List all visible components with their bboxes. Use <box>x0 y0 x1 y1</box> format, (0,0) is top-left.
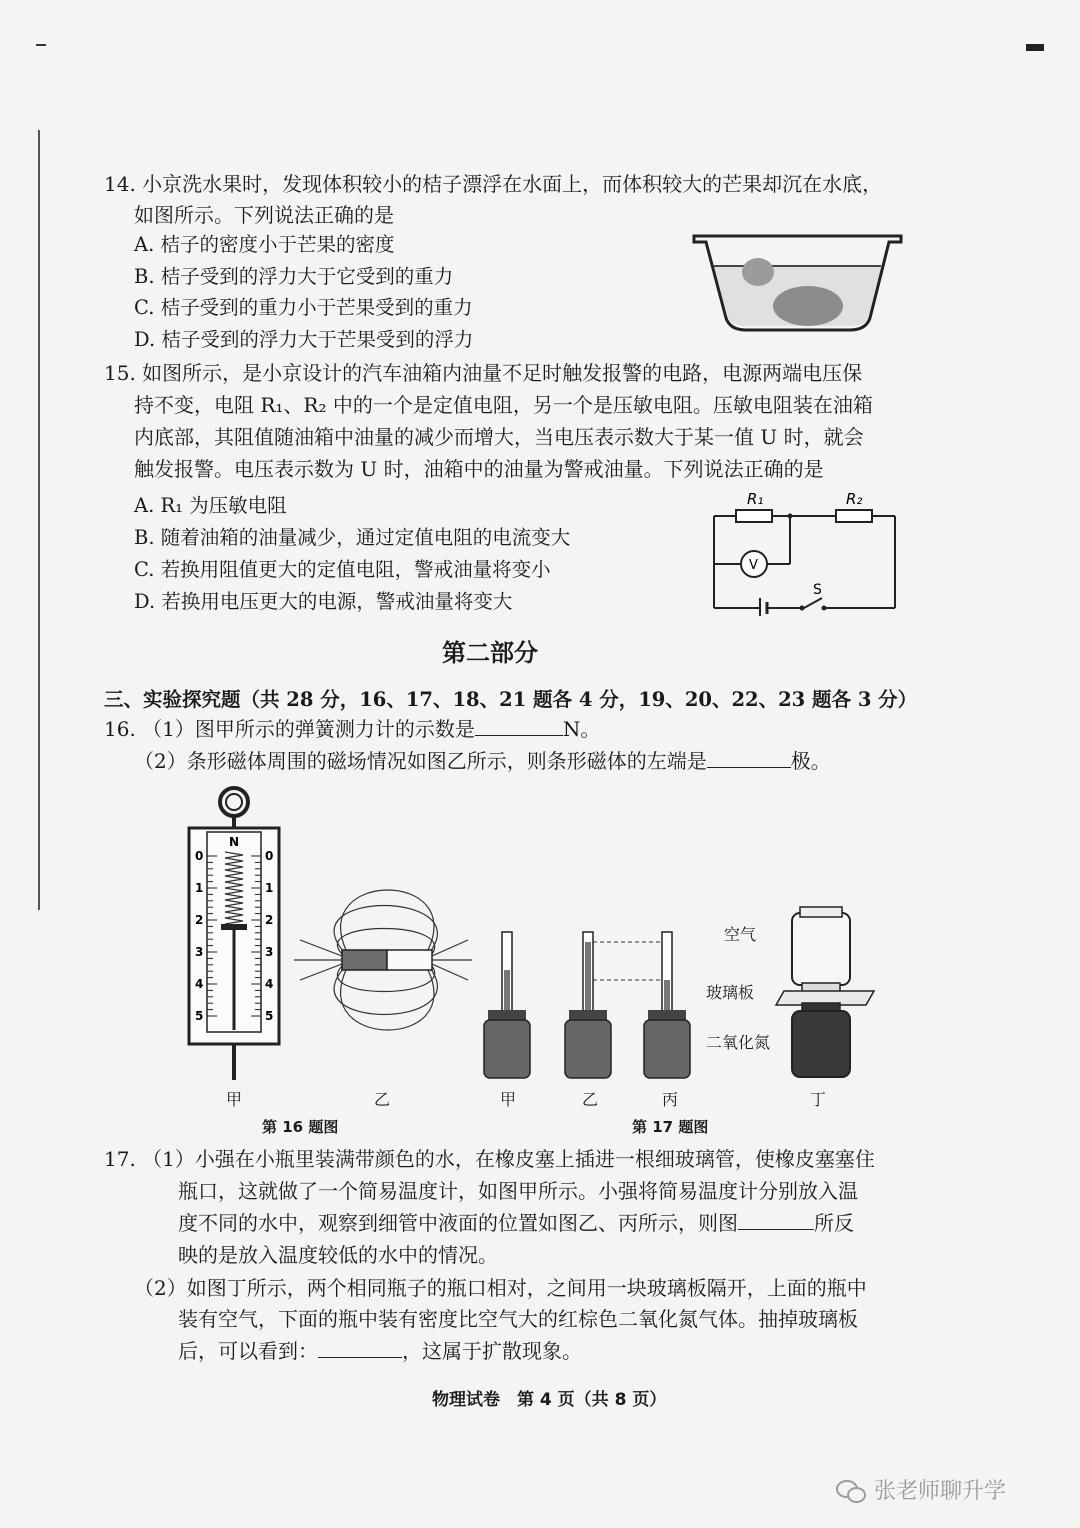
voltmeter-label: V <box>749 558 758 573</box>
q15-number: 15. <box>104 361 136 385</box>
resistor-r1 <box>736 510 772 522</box>
fig17-jia-label: 甲 <box>500 1090 517 1109</box>
q14-option-c: C. 桔子受到的重力小于芒果受到的重力 <box>134 296 473 319</box>
q17-p1-line2: 瓶口，这就做了一个简易温度计，如图甲所示。小强将简易温度计分别放入温 <box>178 1179 858 1203</box>
scale-label-left-4: 4 <box>195 977 204 991</box>
fig16-jia-label: 甲 <box>226 1090 243 1109</box>
q17-p1-line3 <box>178 1207 854 1239</box>
scale-label-right-5: 5 <box>265 1009 274 1023</box>
fig16-yi-label: 乙 <box>374 1090 391 1109</box>
q17-p2-line3 <box>178 1335 582 1367</box>
q14-option-a: A. 桔子的密度小于芒果的密度 <box>134 233 395 256</box>
q15-stem-1: 如图所示，是小京设计的汽车油箱内油量不足时触发报警的电路，电源两端电压保 <box>142 361 863 385</box>
orange-fruit <box>742 258 774 286</box>
resistor-r2 <box>836 510 872 522</box>
magnet-field-figure <box>290 880 476 1040</box>
bottle-jia <box>484 932 530 1078</box>
section3-heading: 三、实验探究题（共 28 分，16、17、18、21 题各 4 分，19、20、22、23 题各 3 分） <box>104 688 918 711</box>
q17-p2-text3b: ，这属于扩散现象。 <box>402 1339 582 1363</box>
switch-s <box>804 598 822 608</box>
q16-part1-text: （1）图甲所示的弹簧测力计的示数是 <box>142 717 475 741</box>
q16-part2-unit: 极。 <box>790 749 831 773</box>
q15-stem-2: 持不变，电阻 R₁、R₂ 中的一个是定值电阻，另一个是压敏电阻。压敏电阻装在油箱 <box>134 393 873 417</box>
q17-p1-text3: 度不同的水中，观察到细管中液面的位置如图乙、丙所示，则图 <box>178 1211 738 1235</box>
q17-number: 17. <box>104 1147 136 1171</box>
q17-p1-text3b: 所反 <box>814 1211 854 1235</box>
watermark-text: 张老师聊升学 <box>874 1479 1007 1504</box>
scale-label-right-1: 1 <box>265 881 274 895</box>
fig16-caption: 第 16 题图 <box>262 1118 339 1136</box>
q17-p1-line4: 映的是放入温度较低的水中的情况。 <box>178 1243 498 1267</box>
q14-stem: 小京洗水果时，发现体积较小的桔子漂浮在水面上，而体积较大的芒果却沉在水底， <box>142 172 883 196</box>
page-footer: 物理试卷 第 4 页（共 8 页） <box>432 1390 667 1410</box>
q15-line1 <box>104 357 862 389</box>
q15-circuit-diagram <box>700 486 905 616</box>
q16-part2 <box>134 745 831 777</box>
q17-p1-line1 <box>104 1143 875 1175</box>
scale-label-left-0: 0 <box>195 849 204 863</box>
wechat-icon <box>836 1478 866 1502</box>
fig17-yi-label: 乙 <box>582 1090 599 1109</box>
magnet-left-half <box>342 950 387 970</box>
q15-option-b: B. 随着油箱的油量减少，通过定值电阻的电流变大 <box>134 526 571 549</box>
bottle-yi <box>565 932 611 1078</box>
q15-option-a: A. R₁ 为压敏电阻 <box>134 494 287 517</box>
q16-blank2[interactable] <box>707 747 791 768</box>
q16-blank1[interactable] <box>475 715 563 736</box>
magnet-right-half <box>387 950 432 970</box>
bottom-bottle-no2 <box>792 1011 850 1077</box>
glass-plate-label: 玻璃板 <box>706 983 755 1002</box>
scale-label-left-5: 5 <box>195 1009 204 1023</box>
scale-label-right-4: 4 <box>265 977 274 991</box>
scale-label-right-3: 3 <box>265 945 274 959</box>
scale-label-left-3: 3 <box>195 945 204 959</box>
q14-stem-line2: 如图所示。下列说法正确的是 <box>134 203 394 227</box>
scale-label-left-2: 2 <box>195 913 204 927</box>
r2-label: R₂ <box>846 490 863 508</box>
q15-option-d: D. 若换用电压更大的电源，警戒油量将变大 <box>134 590 513 613</box>
bottle-bing <box>644 932 690 1078</box>
switch-label: S <box>813 582 822 598</box>
q17-p1-text1: （1）小强在小瓶里装满带颜色的水，在橡皮塞上插进一根细玻璃管，使橡皮塞塞住 <box>142 1147 875 1171</box>
watermark <box>836 1474 1006 1505</box>
diffusion-bottles-figure <box>770 905 880 1080</box>
q17-blank1[interactable] <box>738 1209 814 1230</box>
scale-unit: N <box>229 835 240 849</box>
scale-label-right-2: 2 <box>265 913 274 927</box>
mango-fruit <box>773 286 843 326</box>
q16-part1-unit: N。 <box>562 717 601 741</box>
q16-part1 <box>104 713 600 745</box>
fig17-ding-label: 丁 <box>810 1090 827 1109</box>
scan-margin-line <box>38 130 40 910</box>
scan-mark-top-left <box>36 44 46 46</box>
q17-p2-text3: 后，可以看到： <box>178 1339 318 1363</box>
thermometer-bottles-figure <box>478 930 708 1080</box>
q15-stem-4: 触发报警。电压表示数为 U 时，油箱中的油量为警戒油量。下列说法正确的是 <box>134 457 824 481</box>
scale-pointer <box>221 924 247 930</box>
fig17-caption: 第 17 题图 <box>632 1118 709 1136</box>
q14-option-b: B. 桔子受到的浮力大于它受到的重力 <box>134 265 454 288</box>
top-bottle-air <box>792 913 850 985</box>
q17-p2-line2: 装有空气，下面的瓶中装有密度比空气大的红棕色二氧化氮气体。抽掉玻璃板 <box>178 1307 858 1331</box>
q17-p2-line1: （2）如图丁所示，两个相同瓶子的瓶口相对，之间用一块玻璃板隔开，上面的瓶中 <box>134 1276 867 1300</box>
q14-line1 <box>104 168 882 200</box>
scan-mark-top-right <box>1026 44 1044 51</box>
q14-number: 14. <box>104 172 136 196</box>
scale-label-right-0: 0 <box>265 849 274 863</box>
q15-stem-3: 内底部，其阻值随油箱中油量的减少而增大，当电压表示数大于某一值 U 时，就会 <box>134 425 864 449</box>
part2-title: 第二部分 <box>442 639 538 667</box>
q14-option-d: D. 桔子受到的浮力大于芒果受到的浮力 <box>134 328 474 351</box>
spring-scale-figure <box>185 782 283 1082</box>
q16-part2-text: （2）条形磁体周围的磁场情况如图乙所示，则条形磁体的左端是 <box>134 749 707 773</box>
q17-blank2[interactable] <box>318 1337 402 1358</box>
scale-label-left-1: 1 <box>195 881 204 895</box>
q14-basin-figure <box>690 226 905 336</box>
q15-option-c: C. 若换用阻值更大的定值电阻，警戒油量将变小 <box>134 558 551 581</box>
air-label: 空气 <box>724 925 757 944</box>
no2-label: 二氧化氮 <box>706 1033 771 1052</box>
q16-number: 16. <box>104 717 136 741</box>
fig17-bing-label: 丙 <box>662 1090 679 1109</box>
r1-label: R₁ <box>747 490 764 508</box>
